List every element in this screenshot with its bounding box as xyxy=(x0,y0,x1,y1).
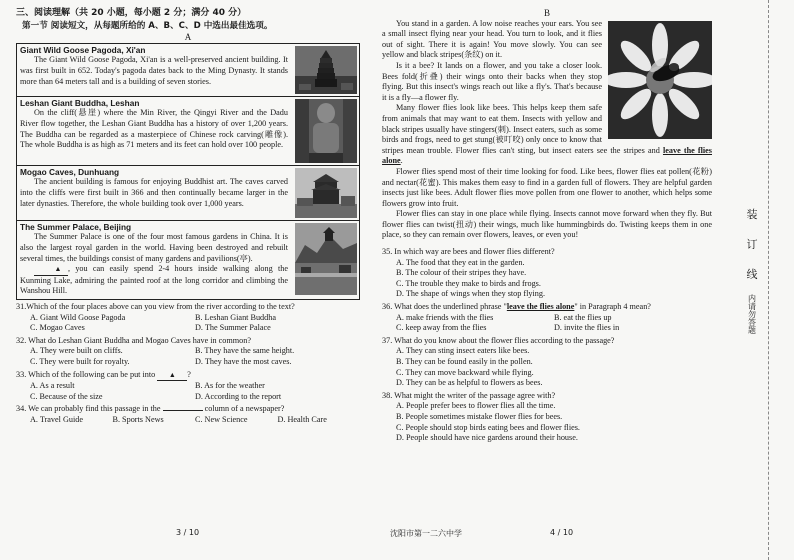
entry-text xyxy=(17,97,291,165)
underlined-phrase: leave the flies alone xyxy=(382,145,712,166)
binding-char: 装 xyxy=(746,208,758,221)
flower-fly-photo-icon xyxy=(608,21,712,139)
options xyxy=(30,313,360,334)
passage-b-p3: Many flower flies look like bees. This helps keep them safe from animals that may want to eat them. Insects with yellow and black stripes usually have stingers(刺). Insect eaters, such as some birds and frogs, need to get stung(被叮咬) only once to know that stripes mean trouble. Flower flies can't sting, but insect eaters see the stripes and leave the flies alone. xyxy=(382,103,712,166)
option-b[interactable]: B. Leshan Giant Buddha xyxy=(195,312,276,322)
option-c[interactable]: C. New Science xyxy=(195,414,248,424)
stem-after: " in Paragraph 4 mean? xyxy=(574,302,651,312)
question-35 xyxy=(382,247,712,300)
passage-b-p4: Flower flies spend most of their time looking for food. Like bees, flower flies eat pollen(花粉) and nectar(花蜜). This makes them easy to find in a garden full of flowers. They are helpful garden insects just like bees. Adult flower flies move pollen from one flower to another, which helps some flowers grow into fruit. xyxy=(382,166,712,208)
part-instruction: 第一节 阅读短文，从每题所给的 A、B、C、D 中选出最佳选项。 xyxy=(22,20,273,31)
caves-photo-icon xyxy=(295,168,357,218)
passage-a-box xyxy=(16,43,360,300)
binding-margin xyxy=(740,200,764,334)
question-36 xyxy=(382,302,712,334)
question-38 xyxy=(382,391,712,444)
question-stem: 32. What do Leshan Giant Buddha and Mogao Caves have in common? xyxy=(16,335,251,345)
option-d[interactable]: D. They have the most caves. xyxy=(195,356,292,366)
entry-title: Mogao Caves, Dunhuang xyxy=(20,166,120,177)
entry-body: The Giant Wild Goose Pagoda, Xi'an is a well-preserved ancient building. It was first built in 652. Today's pagoda dates back to the Ming Dynasty. It stands more than 64 meters tall and is a building of seven stories. xyxy=(20,55,288,86)
option-a[interactable]: A. They can sting insect eaters like bees. xyxy=(396,346,530,356)
option-b[interactable]: B. eat the flies up xyxy=(554,312,612,322)
entry-body-after: , you can easily spend 2-4 hours inside walking along the Kunming Lake, admiring the painted roof at the long corridor and climbing the Wanshou Hill. xyxy=(20,264,288,296)
entry-pagoda xyxy=(17,44,359,96)
option-c[interactable]: C. Mogao Caves xyxy=(30,323,85,333)
answer-blank: ▲ xyxy=(157,370,187,382)
option-c[interactable]: C. Because of the size xyxy=(30,391,103,401)
school-name: 沈阳市第一二六中学 xyxy=(390,529,462,538)
entry-palace xyxy=(17,220,359,299)
options xyxy=(30,381,360,402)
passage-a-letter: A xyxy=(184,32,192,43)
page-number-left: 3 / 10 xyxy=(176,528,200,537)
option-a[interactable]: A. Giant Wild Goose Pagoda xyxy=(30,312,126,322)
section-heading: 三、阅读理解（共 20 小题，每小题 2 分；满分 40 分） xyxy=(16,8,247,18)
option-a[interactable]: A. make friends with the flies xyxy=(396,312,494,322)
option-b[interactable]: B. The colour of their stripes they have. xyxy=(396,268,527,278)
entry-caves xyxy=(17,165,359,220)
entry-text xyxy=(17,221,291,299)
question-stem: 35. In which way are bees and flower flies different? xyxy=(382,247,555,257)
option-d[interactable]: D. According to the report xyxy=(195,391,282,401)
option-c[interactable]: C. People should stop birds eating bees and flower flies. xyxy=(396,422,580,432)
option-d[interactable]: D. They can be as helpful to flowers as bees. xyxy=(396,378,543,388)
page-number-right: 4 / 10 xyxy=(550,528,574,537)
option-d[interactable]: D. Health Care xyxy=(277,414,327,424)
entry-body xyxy=(20,232,288,297)
question-31 xyxy=(16,302,360,334)
question-stem xyxy=(382,302,712,313)
left-column xyxy=(16,8,360,425)
entry-body: On the cliff(悬崖) where the Min River, the Qingyi River and the Dadu River flow together, the Leshan Giant Buddha has a history of over 1,200 years. The Buddha can be regarded as a masterpiece of Chinese rock carving(雕像). The whole Buddha is as high as 71 meters and its feet can hold over 100 people. xyxy=(20,108,288,150)
passage-b-letter: B xyxy=(543,8,550,18)
question-stem: 31.Which of the four places above can you view from the river according to the text? xyxy=(16,301,295,311)
pagoda-photo-icon xyxy=(295,46,357,94)
p3-text: Many flower flies look like bees. This helps keep them safe from animals that may want to eat them. Insects with yellow and black stripes usually have stingers(刺). Insect eaters, such as some birds and frogs, need to get stung(被叮咬) only once to know that stripes mean trouble. Flower flies can't sting, but insect eaters see the stripes and xyxy=(382,103,660,155)
option-d[interactable]: D. The Summer Palace xyxy=(195,323,271,333)
option-b[interactable]: B. They can be found easily in the pollen. xyxy=(396,357,533,366)
entry-title: The Summer Palace, Beijing xyxy=(20,221,132,232)
entry-body-before: The Summer Palace is one of the four most famous gardens in China. It is also the largest royal garden in the world. Having been destroyed and rebuilt several times, the buildings consist of many gardens and pavilions(亭). xyxy=(20,232,288,263)
options xyxy=(396,346,712,388)
answer-blank xyxy=(163,410,203,411)
options xyxy=(30,415,360,426)
questions-b xyxy=(382,247,712,444)
option-a[interactable]: A. Travel Guide xyxy=(30,414,83,424)
stem-before: 36. What does the underlined phrase " xyxy=(382,302,507,312)
question-32 xyxy=(16,336,360,368)
entry-text xyxy=(17,166,291,220)
option-d[interactable]: D. invite the flies in xyxy=(554,323,620,333)
entry-text xyxy=(17,44,291,96)
option-c[interactable]: C. They can move backward while flying. xyxy=(396,367,534,377)
question-stem: 37. What do you know about the flower flies according to the passage? xyxy=(382,335,615,345)
option-a[interactable]: A. People prefer bees to flower flies all the time. xyxy=(396,401,556,411)
palace-photo-icon xyxy=(295,223,357,295)
entry-body: The ancient building is famous for enjoying Buddhist art. The caves carved into the cliffs were first built in 366 and then continually became larger in the later dynasties. Therefore, the whole building took over 1,000 years. xyxy=(20,177,288,208)
question-stem xyxy=(16,370,360,382)
passage-b-p2: Is it a bee? It lands on a flower, and you take a closer look. Bees fold(折叠) their wings onto their backs when they stop flying. But this insect's wings reach out like a fly's. That's because it is a fly—a flower fly. xyxy=(382,60,602,102)
option-c[interactable]: C. They were built for royalty. xyxy=(30,356,130,366)
buddha-photo-icon xyxy=(295,99,357,163)
option-d[interactable]: D. The shape of wings when they stop flying. xyxy=(396,289,546,299)
options xyxy=(396,313,712,334)
passage-b-p5: Flower flies can stay in one place while flying. Insects cannot move forward when they fly. But flower flies can twist(扭动) their wings, much like hummingbirds do. Twisting keeps them in one place, so they can remain over flowers, leaves, or even you! xyxy=(382,209,712,240)
option-b[interactable]: B. As for the weather xyxy=(195,381,265,391)
option-a[interactable]: A. They were built on cliffs. xyxy=(30,346,123,356)
stem-before: 33. Which of the following can be put into xyxy=(16,369,156,379)
question-stem: 38. What might the writer of the passage agree with? xyxy=(382,390,556,400)
binding-char: 线 xyxy=(746,268,758,281)
options xyxy=(396,401,712,443)
right-column xyxy=(382,8,712,444)
option-d[interactable]: D. People should have nice gardens around their house. xyxy=(396,433,578,443)
options xyxy=(30,346,360,367)
entry-title: Leshan Giant Buddha, Leshan xyxy=(20,97,140,108)
stem-before: 34. We can probably find this passage in the xyxy=(16,404,161,414)
stem-after: column of a newspaper? xyxy=(204,404,285,414)
passage-b-p1: You stand in a garden. A low noise reaches your ears. You see a small insect flying near your head. You turn to look, and it flies out of sight. There it is again! You move slowly. You can see yellow and black stripes(条纹) on it. xyxy=(382,18,602,60)
binding-note: 内请勿答题 xyxy=(747,294,757,334)
option-b[interactable]: B. Sports News xyxy=(112,414,164,424)
stem-after: ? xyxy=(187,369,191,379)
entry-buddha xyxy=(17,96,359,165)
question-37 xyxy=(382,336,712,389)
options xyxy=(396,258,712,300)
answer-blank: ▲ xyxy=(34,264,68,276)
option-a[interactable]: A. The food that they eat in the garden. xyxy=(396,257,525,267)
question-33 xyxy=(16,370,360,403)
underlined-phrase: leave the flies alone xyxy=(506,302,575,312)
option-b[interactable]: B. People sometimes mistake flower flies for bees. xyxy=(396,411,563,421)
entry-title: Giant Wild Goose Pagoda, Xi'an xyxy=(20,44,146,55)
questions-a xyxy=(16,302,360,426)
option-b[interactable]: B. They have the same height. xyxy=(195,346,295,356)
option-a[interactable]: A. As a result xyxy=(30,381,75,391)
question-34 xyxy=(16,404,360,425)
option-c[interactable]: C. keep away from the flies xyxy=(396,323,487,333)
question-stem xyxy=(16,404,360,415)
option-c[interactable]: C. The trouble they make to birds and frogs. xyxy=(396,278,541,288)
binding-line xyxy=(768,0,769,560)
binding-char: 订 xyxy=(746,238,758,251)
